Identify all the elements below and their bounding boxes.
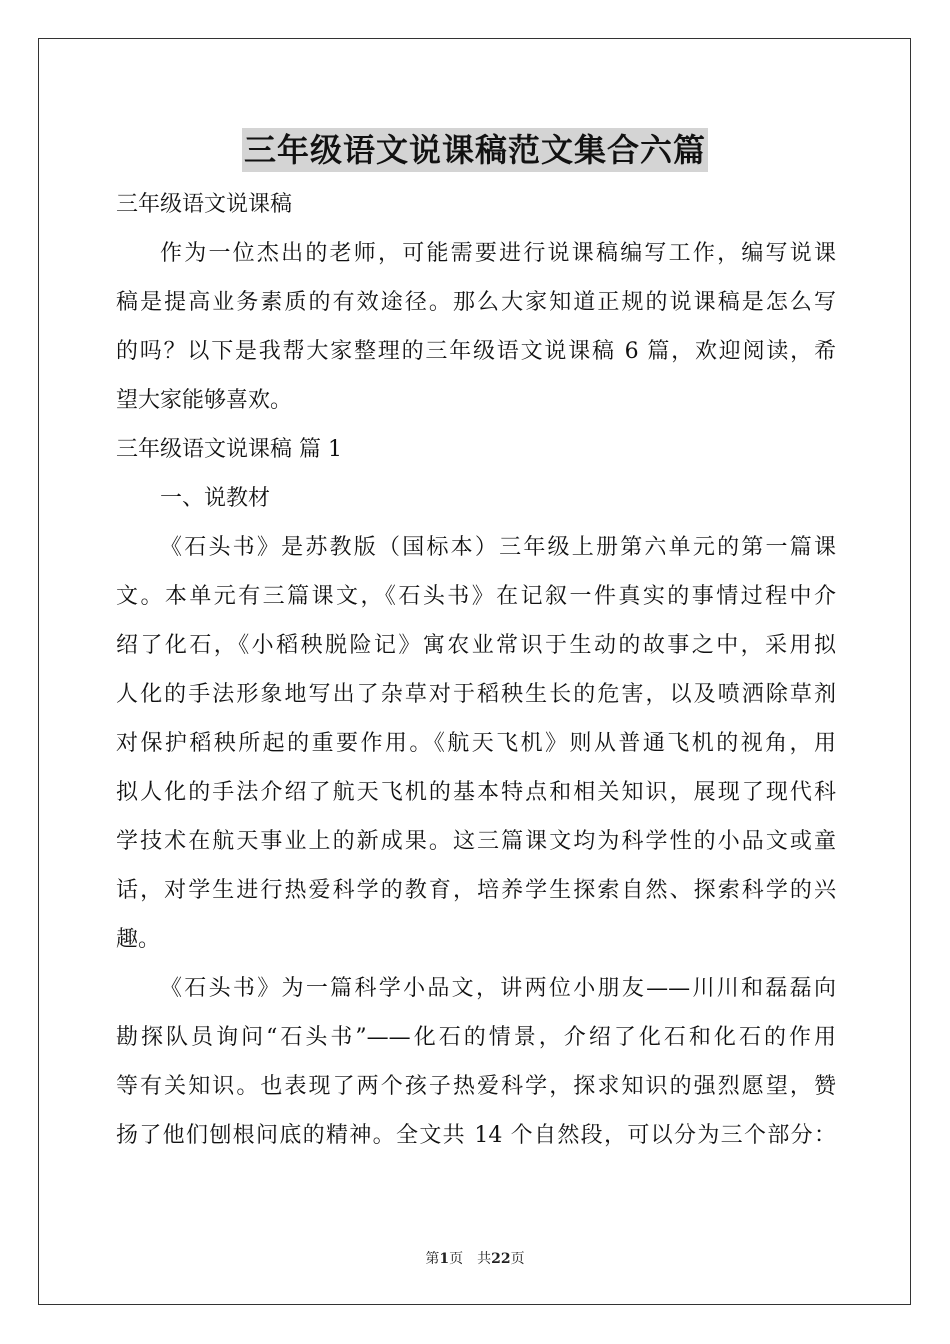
paragraph-line: 《石头书》为一篇科学小品文，讲两位小朋友——川川和磊磊向 — [160, 976, 836, 1001]
document-body — [116, 180, 836, 1160]
paragraph-line: 的吗？以下是我帮大家整理的三年级语文说课稿 6 篇，欢迎阅读，希 — [116, 339, 836, 364]
paragraph-line: 《石头书》是苏教版（国标本）三年级上册第六单元的第一篇课 — [160, 535, 836, 560]
section-heading: 三年级语文说课稿 篇 1 — [116, 437, 342, 462]
page-number: 1 — [439, 1251, 450, 1267]
section-heading: 三年级语文说课稿 — [116, 192, 293, 217]
title-container — [0, 128, 950, 172]
paragraph-line: 望大家能够喜欢。 — [116, 388, 293, 413]
document-title: 三年级语文说课稿范文集合六篇 — [242, 128, 708, 172]
page-footer — [0, 1248, 950, 1268]
paragraph-line: 作为一位杰出的老师，可能需要进行说课稿编写工作，编写说课 — [160, 241, 836, 266]
paragraph-line: 绍了化石，《小稻秧脱险记》寓农业常识于生动的故事之中，采用拟 — [116, 633, 836, 658]
page-suffix: 页 — [449, 1251, 464, 1267]
page-prefix: 第 — [425, 1251, 440, 1267]
paragraph-line: 等有关知识。也表现了两个孩子热爱科学，探求知识的强烈愿望，赞 — [116, 1074, 836, 1099]
paragraph-line: 人化的手法形象地写出了杂草对于稻秧生长的危害，以及喷洒除草剂 — [116, 682, 836, 707]
paragraph-line: 扬了他们刨根问底的精神。全文共 14 个自然段，可以分为三个部分： — [116, 1123, 836, 1148]
paragraph-line: 文。本单元有三篇课文，《石头书》在记叙一件真实的事情过程中介 — [116, 584, 836, 609]
total-pages: 22 — [491, 1251, 511, 1267]
paragraph-line: 话，对学生进行热爱科学的教育，培养学生探索自然、探索科学的兴 — [116, 878, 836, 903]
paragraph-line: 拟人化的手法介绍了航天飞机的基本特点和相关知识，展现了现代科 — [116, 780, 836, 805]
paragraph-line: 对保护稻秧所起的重要作用。《航天飞机》则从普通飞机的视角，用 — [116, 731, 836, 756]
total-suffix: 页 — [510, 1251, 525, 1267]
paragraph-line: 稿是提高业务素质的有效途径。那么大家知道正规的说课稿是怎么写 — [116, 290, 836, 315]
paragraph-line: 勘探队员询问“石头书”——化石的情景，介绍了化石和化石的作用 — [116, 1025, 836, 1050]
paragraph-line: 学技术在航天事业上的新成果。这三篇课文均为科学性的小品文或童 — [116, 829, 836, 854]
subsection-heading: 一、说教材 — [160, 486, 271, 511]
paragraph-line: 趣。 — [116, 927, 161, 952]
total-prefix: 共 — [477, 1251, 492, 1267]
